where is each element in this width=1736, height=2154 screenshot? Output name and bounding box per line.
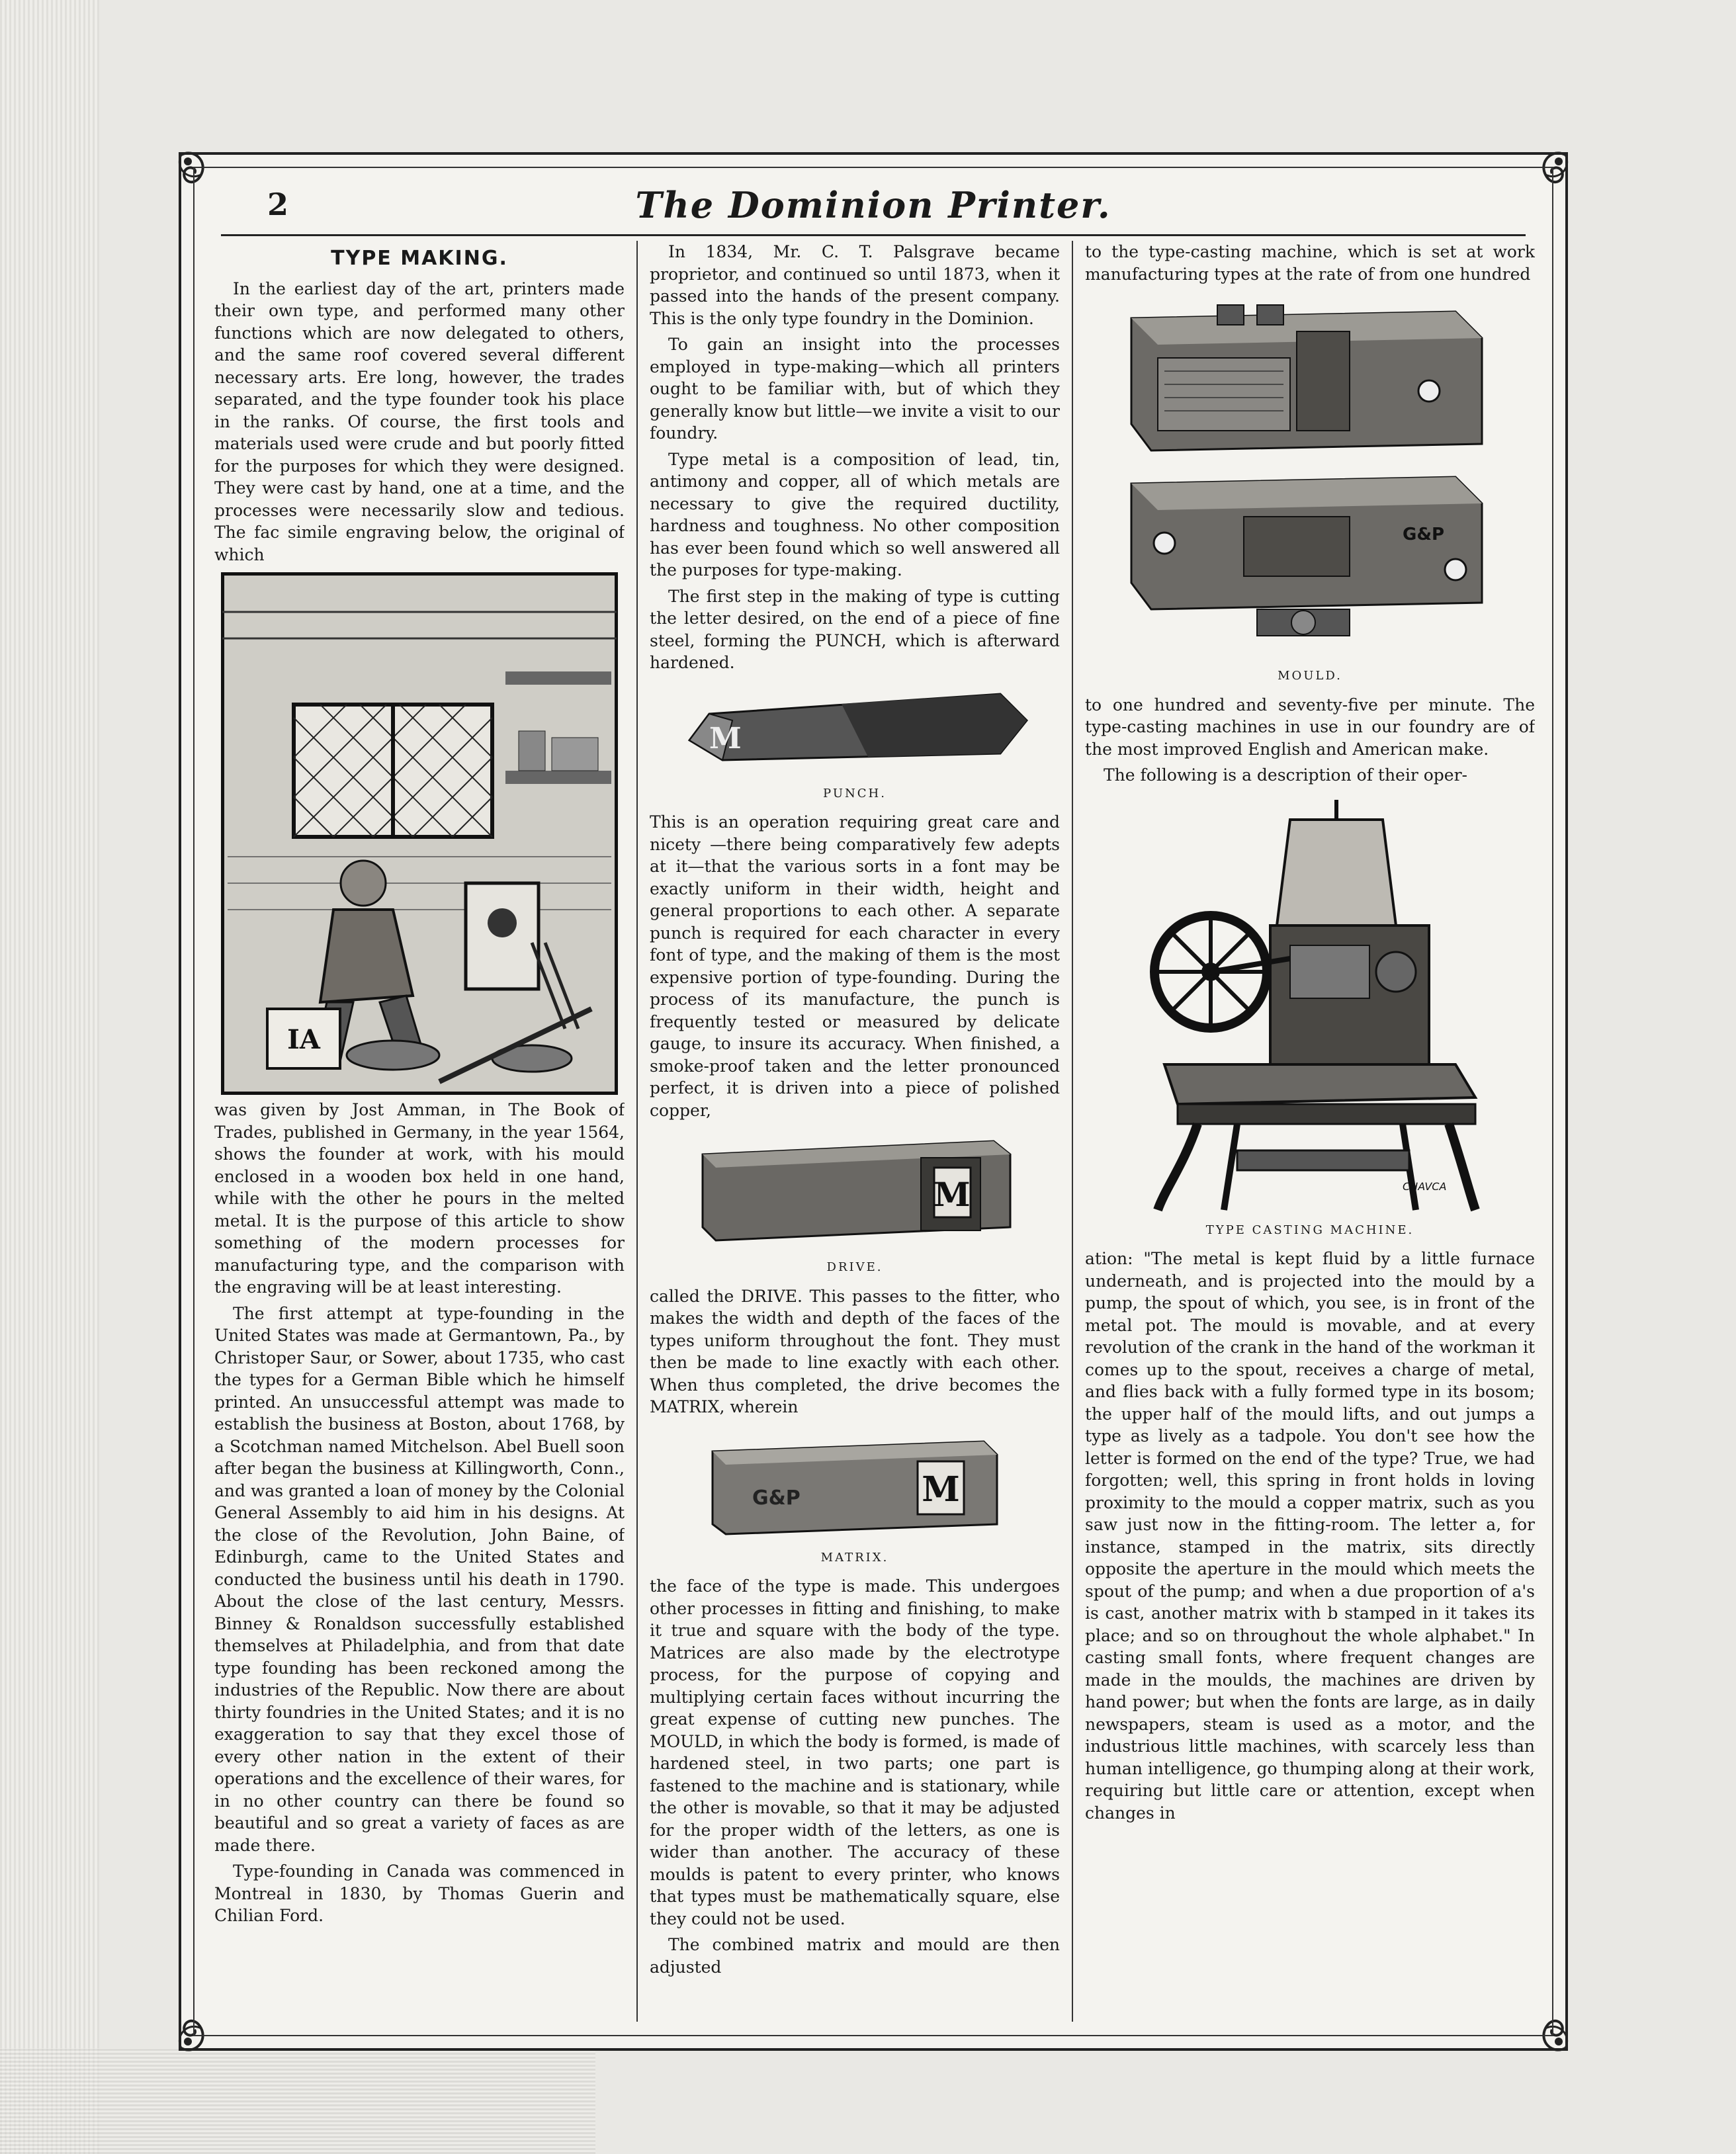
type-casting-machine-illustration — [1138, 793, 1482, 1217]
scan-edge — [0, 0, 99, 2154]
mould-caption: MOULD. — [1278, 669, 1342, 683]
mould-mark: G&P — [1403, 525, 1445, 544]
paragraph: to one hundred and seventy-five per minute. The type-casting machines in use in our foundry are of the most improved English and American make. — [1085, 695, 1535, 759]
paragraph: called the DRIVE. This passes to the fitter, who makes the width and depth of the faces of the types uniform throughout the font. They must then be made to line exactly with each other. When thus completed, the drive becomes the MATRIX, wherein — [650, 1286, 1060, 1416]
paragraph: Type metal is a composition of lead, tin, antimony and copper, all of which metals are necessary to give the required ductility, hardness and toughness. No other composition has ever been found which so well answered all the purposes for type-making. — [650, 449, 1060, 580]
paragraph: the face of the type is made. This undergoes other processes in fitting and finishing, to make it true and square with the body of the type. Matrices are also made by the electrotype process, for the purpose of copying and multiplying certain faces without incurring the great expense of cutting new punches. The MOULD, in which the body is formed, is made of hardened steel, in two parts; one part is fastened to the machine and is stationary, while the other is movable, so that it may be adjusted for the proper width of the letters, as one is wider than another. The accuracy of these moulds is patent to every printer, who knows that types must be mathematically square, else they could not be used. — [650, 1576, 1060, 1928]
page-header — [221, 181, 1526, 236]
newspaper-page — [179, 152, 1568, 2051]
matrix-caption: MATRIX. — [820, 1550, 889, 1565]
paragraph: Type-founding in Canada was commenced in Montreal in 1830, by Thomas Guerin and Chilian Ford. — [214, 1862, 625, 1925]
paragraph: The first step in the making of type is cutting the letter desired, on the end of a piece of fine steel, forming the PUNCH, which is afterward hardened. — [650, 586, 1060, 672]
column-2 — [650, 241, 1060, 2022]
paragraph: ation: "The metal is kept fluid by a little furnace underneath, and is projected into the mould by a pump, the spout of which, you see, is in front of the metal pot. The mould is movable, and at every revolution of the crank in the hand of the workman it comes up to the spout, receives a charge of metal, and flies back with a fully formed type in its bosom; the upper half of the mould lifts, and out jumps a type as lively as a tadpole. You don't see how the letter is formed on the end of the type? True, we had forgotten; well, this spring in front holds in loving proximity to the mould a copper matrix, such as you saw just now in the fitting-room. The letter a, for instance, stamped in the matrix, sits directly opposite the aperture in the mould which meets the spout of the pump; and when a due proportion of a's is cast, another matrix with b stamped in it takes its place; and so on throughout the whole alphabet." In casting small fonts, where frequent changes are made in the moulds, the machines are driven by hand power; but when the fonts are large, as in daily newspapers, steam is used as a motor, and the industrious little machines, with scarcely less than human intelligence, go thumping along at their work, requiring but little care or attention, except when changes in — [1085, 1249, 1535, 1823]
punch-caption: PUNCH. — [823, 786, 887, 800]
figure-engraving — [214, 572, 625, 1095]
masthead-title: The Dominion Printer. — [635, 184, 1111, 226]
machine-mark: CHAVCA — [1403, 1180, 1447, 1193]
page-number: 2 — [267, 187, 289, 222]
paragraph: The following is a description of their oper- — [1104, 765, 1467, 785]
machine-caption: TYPE CASTING MACHINE. — [1205, 1223, 1414, 1237]
figure-mould — [1085, 292, 1535, 687]
paragraph: was given by Jost Amman, in The Book of Trades, published in Germany, in the year 1564, shows the founder at work, with his mould enclosed in a wooden box held in one hand, while with the other he pours in the melted metal. It is the purpose of this article to show something of the modern processes for manufacturing type, and the comparison with the engraving will be at least interesting. — [214, 1100, 625, 1297]
article-title: TYPE MAKING. — [331, 247, 508, 270]
drive-caption: DRIVE. — [826, 1260, 883, 1274]
matrix-illustration — [699, 1425, 1010, 1544]
type-founder-engraving — [221, 572, 618, 1095]
column-3 — [1085, 241, 1535, 2022]
paragraph: To gain an insight into the processes employed in type-making—which all printers ought to be familiar with, but of which they generally know but little—we invite a visit to our foundry. — [650, 335, 1060, 443]
paragraph: The first attempt at type-founding in the United States was made at Germantown, Pa., by Christoper Saur, or Sower, about 1735, who cast the types for a German Bible which he himself printed. An unsuccessful attempt was made to establish the business at Boston, about 1768, by a Scotchman named Mitchelson. Abel Buell soon after began the business at Killingworth, Conn., and was granted a loan of money by the Colonial General Assembly to aid him in his designs. At the close of the Revolution, John Baine, of Edinburgh, came to the United States and conducted the business until his death in 1790. About the close of the last century, Messrs. Binney & Ronaldson successfully established themselves at Philadelphia, and from that date type founding has been reckoned among the industries of the Republic. Now there are about thirty foundries in the United States; and it is no exaggeration to say that they excel those of every other nation in the extent of their operations and the excellence of their wares, for in no other country can there be found so beautiful and so great a variety of faces as are made there. — [214, 1303, 625, 1855]
column-1 — [214, 241, 625, 2022]
paragraph: to the type-casting machine, which is set at work manufacturing types at the rate of from one hundred — [1085, 242, 1535, 284]
figure-punch — [650, 681, 1060, 805]
column-divider — [1072, 241, 1073, 2022]
punch-letter: M — [709, 721, 742, 755]
column-divider — [636, 241, 638, 2022]
punch-illustration — [670, 681, 1040, 780]
scan-edge — [0, 2048, 595, 2154]
paragraph: In 1834, Mr. C. T. Palsgrave became proprietor, and continued so until 1873, when it passed into the hands of the present company. This is the only type foundry in the Dominion. — [650, 242, 1060, 328]
mould-illustration — [1111, 292, 1508, 662]
figure-machine — [1085, 793, 1535, 1242]
matrix-letter: M — [922, 1469, 960, 1510]
figure-drive — [650, 1128, 1060, 1279]
paragraph: In the earliest day of the art, printers made their own type, and performed many other functions which are now delegated to others, and the same roof covered several different necessary arts. Ere long, however, the trades separated, and the type founder took his place in the ranks. Of course, the first tools and materials used were crude and but poorly fitted for the purposes for which they were designed. They were cast by hand, one at a time, and the processes were necessarily slow and tedious. The fac simile engraving below, the original of which — [214, 279, 625, 564]
drive-letter: M — [933, 1175, 971, 1214]
engraving-mark: IA — [287, 1024, 320, 1055]
paragraph: The combined matrix and mould are then adjusted — [650, 1935, 1060, 1977]
paragraph: This is an operation requiring great care and nicety —there being comparatively few adepts at it—that the various sorts in a font may be exactly uniform in their width, height and general proportions to each other. A separate punch is required for each character in every font of type, and the making of them is the most expensive portion of type-founding. During the process of its manufacture, the punch is frequently tested or measured by delicate gauge, to insure its accuracy. When finished, a smoke-proof taken and the letter pronounced perfect, it is driven into a piece of polished copper, — [650, 812, 1060, 1120]
matrix-mark: G&P — [752, 1486, 801, 1510]
figure-matrix — [650, 1425, 1060, 1569]
drive-illustration — [689, 1128, 1020, 1254]
